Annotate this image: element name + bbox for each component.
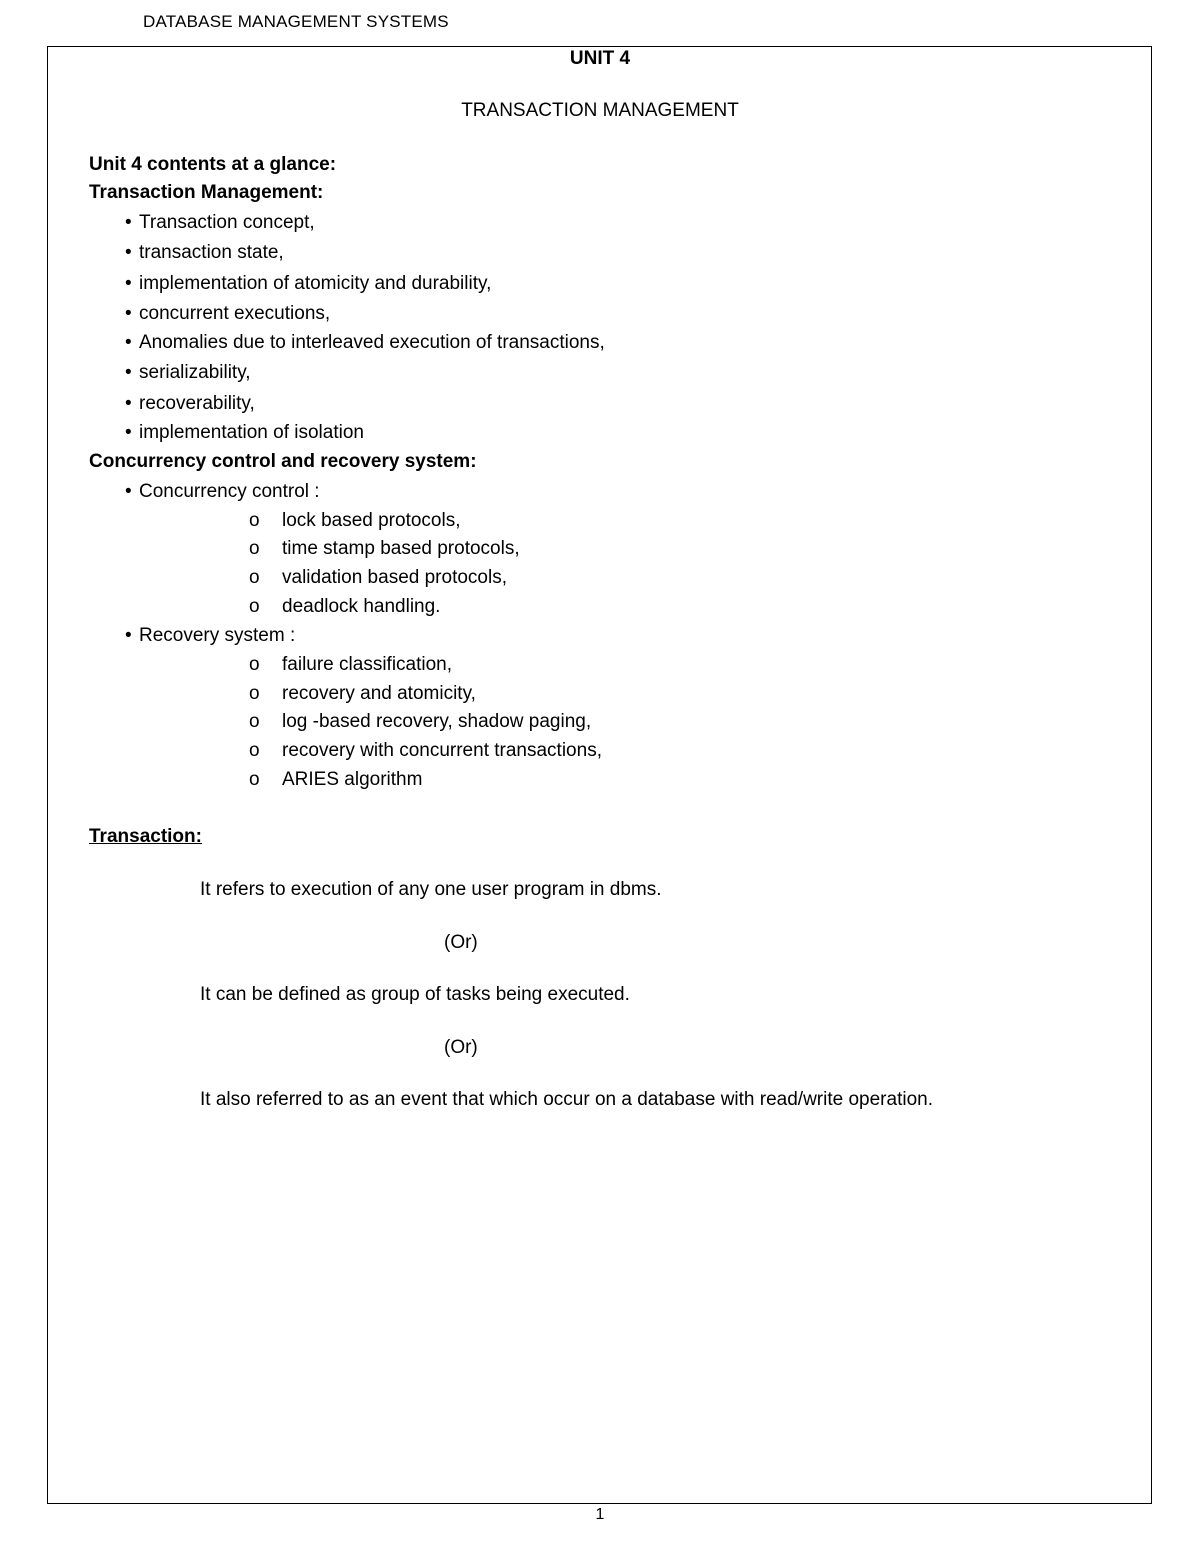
contents-heading: Unit 4 contents at a glance: [89, 154, 337, 175]
definition-text: It can be defined as group of tasks being executed. [200, 984, 630, 1005]
bullet-icon: • [125, 393, 132, 414]
list-item: • recoverability, [125, 393, 255, 414]
circle-bullet-icon: o [249, 510, 260, 531]
bullet-icon: • [125, 212, 132, 233]
list-item: • Concurrency control : [125, 481, 320, 502]
circle-bullet-icon: o [249, 654, 260, 675]
bullet-icon: • [125, 332, 132, 353]
sub-list-item: time stamp based protocols, [282, 538, 520, 559]
bullet-icon: • [125, 273, 132, 294]
page-border [47, 46, 1152, 1504]
page-number: 1 [595, 1506, 605, 1523]
section-concurrency-recovery-heading: Concurrency control and recovery system: [89, 451, 477, 472]
circle-bullet-icon: o [249, 596, 260, 617]
sub-list-item: recovery with concurrent transactions, [282, 740, 602, 761]
bullet-icon: • [125, 303, 132, 324]
list-item: • Transaction concept, [125, 212, 315, 233]
sub-list-item: lock based protocols, [282, 510, 461, 531]
definition-text: It also referred to as an event that which occur on a database with read/write operation. [200, 1089, 933, 1110]
circle-bullet-icon: o [249, 711, 260, 732]
sub-list-item: failure classification, [282, 654, 453, 675]
sub-list-item: log -based recovery, shadow paging, [282, 711, 592, 732]
unit-title: UNIT 4 [569, 48, 631, 69]
sub-list-item: deadlock handling. [282, 596, 441, 617]
sub-list-item: ARIES algorithm [282, 769, 423, 790]
bullet-icon: • [125, 242, 132, 263]
section-transaction-management-heading: Transaction Management: [89, 182, 324, 203]
circle-bullet-icon: o [249, 538, 260, 559]
or-separator: (Or) [444, 932, 478, 953]
sub-list-item: recovery and atomicity, [282, 683, 476, 704]
circle-bullet-icon: o [249, 567, 260, 588]
bullet-icon: • [125, 625, 132, 646]
list-item: • Recovery system : [125, 625, 296, 646]
bullet-icon: • [125, 481, 132, 502]
running-header: DATABASE MANAGEMENT SYSTEMS [143, 12, 449, 31]
list-item: • implementation of atomicity and durability, [125, 273, 492, 294]
or-separator: (Or) [444, 1037, 478, 1058]
transaction-heading: Transaction: [89, 826, 202, 847]
circle-bullet-icon: o [249, 740, 260, 761]
list-item: • transaction state, [125, 242, 284, 263]
list-item: • concurrent executions, [125, 303, 331, 324]
definition-text: It refers to execution of any one user program in dbms. [200, 879, 662, 900]
list-item: • Anomalies due to interleaved execution of transactions, [125, 332, 605, 353]
list-item: • serializability, [125, 362, 251, 383]
bullet-icon: • [125, 362, 132, 383]
circle-bullet-icon: o [249, 683, 260, 704]
circle-bullet-icon: o [249, 769, 260, 790]
bullet-icon: • [125, 422, 132, 443]
unit-subtitle: TRANSACTION MANAGEMENT [461, 100, 739, 121]
list-item: • implementation of isolation [125, 422, 364, 443]
sub-list-item: validation based protocols, [282, 567, 507, 588]
